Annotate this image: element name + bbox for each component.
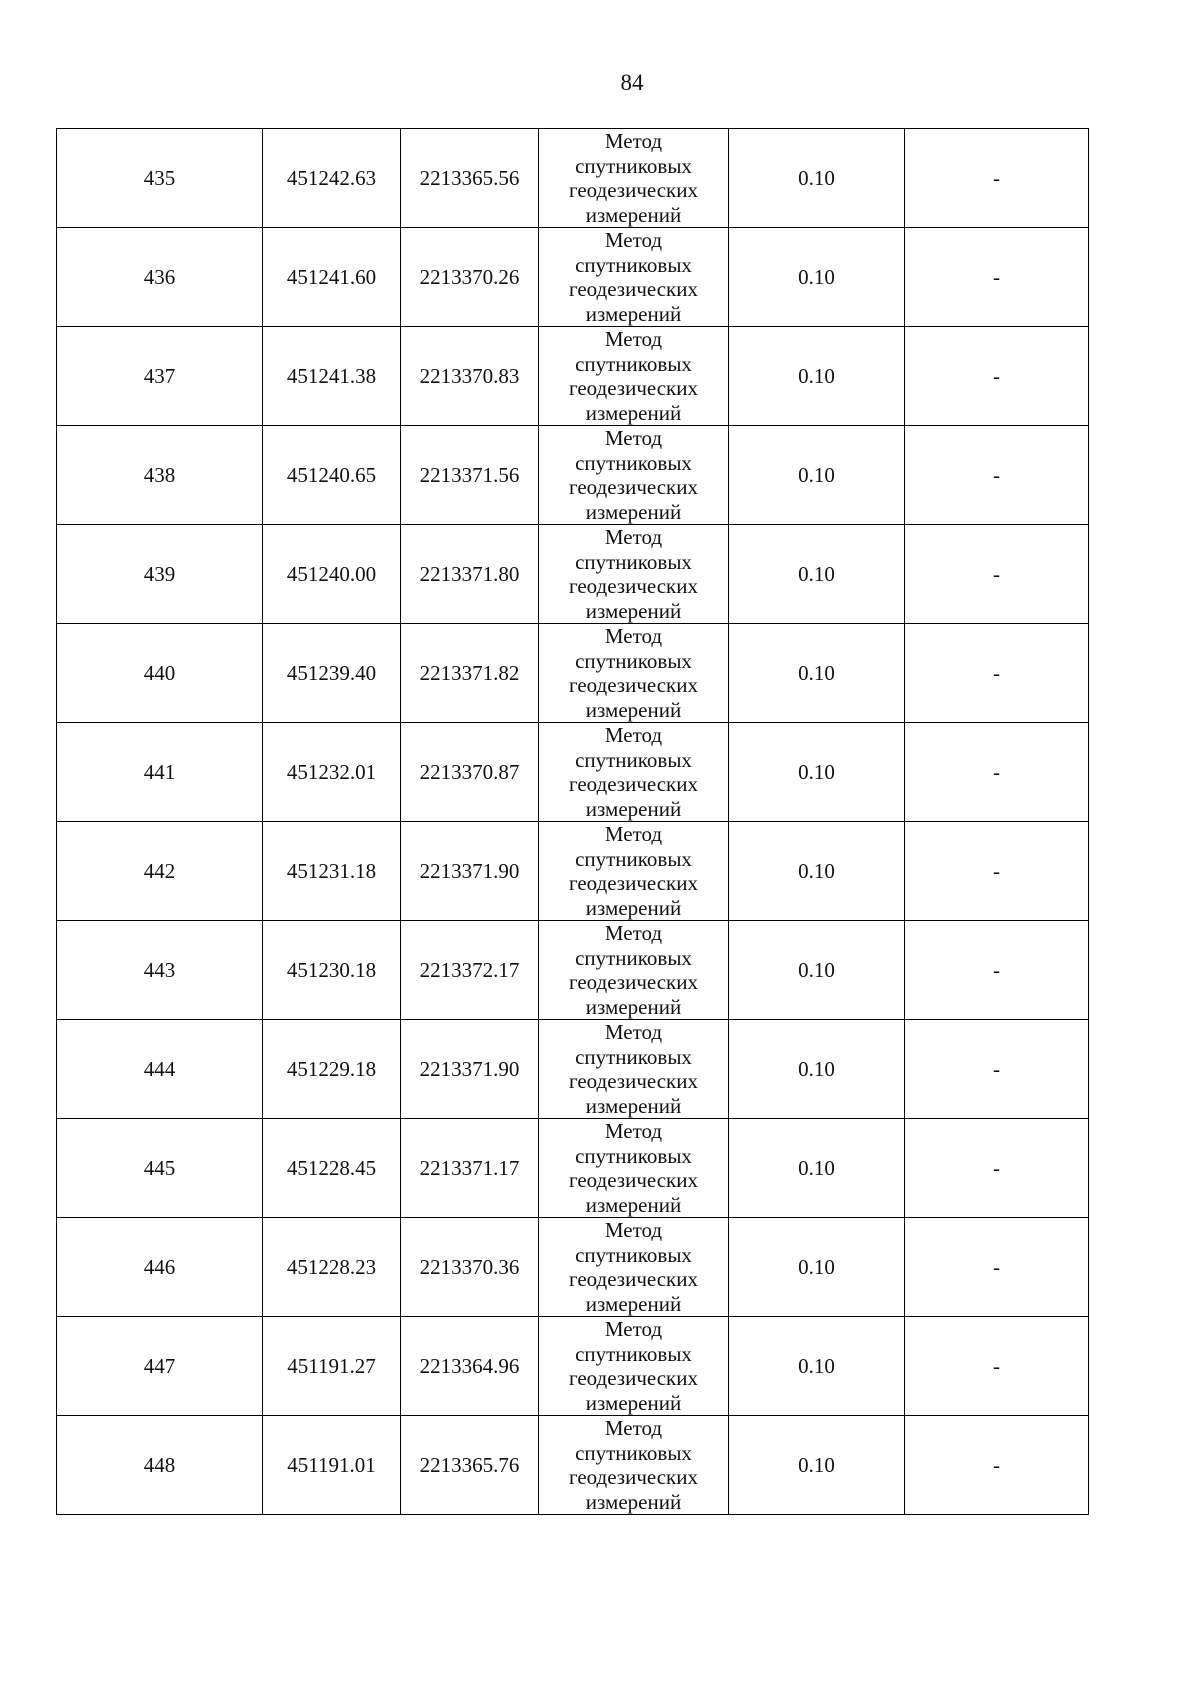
point-number-cell: 437 [57,327,263,426]
method-text-line: спутниковых [575,846,692,871]
x-coordinate-cell: 451240.00 [263,525,401,624]
x-coordinate-cell: 451191.27 [263,1317,401,1416]
table-body [57,129,1089,1515]
x-coordinate-cell: 451240.65 [263,426,401,525]
method-cell [539,1119,729,1218]
y-coordinate-cell: 2213370.26 [401,228,539,327]
x-coordinate-cell: 451232.01 [263,723,401,822]
y-coordinate-cell: 2213365.56 [401,129,539,228]
accuracy-cell: 0.10 [729,723,905,822]
note-cell: - [905,1317,1089,1416]
point-number-cell: 438 [57,426,263,525]
note-cell: - [905,426,1089,525]
method-text-line: Метод [604,921,663,945]
method-text-line: Метод [604,1416,663,1440]
method-text-line: спутниковых [575,1242,692,1267]
point-number-cell: 448 [57,1416,263,1515]
method-text-line: измерений [585,796,682,821]
note-cell: - [905,1416,1089,1515]
method-cell [539,426,729,525]
y-coordinate-cell: 2213371.90 [401,1020,539,1119]
method-cell [539,228,729,327]
table-row [57,1119,1089,1218]
note-cell: - [905,525,1089,624]
method-text-line: спутниковых [575,945,692,970]
method-cell [539,1317,729,1416]
note-cell: - [905,1218,1089,1317]
method-text-line: измерений [585,1489,682,1514]
accuracy-cell: 0.10 [729,1119,905,1218]
method-cell [539,822,729,921]
table-row [57,129,1089,228]
point-number-cell: 435 [57,129,263,228]
point-number-cell: 439 [57,525,263,624]
x-coordinate-cell: 451231.18 [263,822,401,921]
method-text-line: геодезических [568,475,698,499]
method-text-line: Метод [604,1119,663,1143]
note-cell: - [905,1020,1089,1119]
point-number-cell: 436 [57,228,263,327]
method-cell [539,129,729,228]
table-row [57,228,1089,327]
note-cell: - [905,822,1089,921]
table-row [57,921,1089,1020]
method-text-line: Метод [604,525,663,549]
method-cell [539,1416,729,1515]
note-cell: - [905,228,1089,327]
point-number-cell: 444 [57,1020,263,1119]
method-text-line: геодезических [568,673,698,697]
y-coordinate-cell: 2213364.96 [401,1317,539,1416]
x-coordinate-cell: 451241.60 [263,228,401,327]
method-cell [539,1218,729,1317]
point-number-cell: 443 [57,921,263,1020]
table-row [57,1317,1089,1416]
method-text-line: Метод [604,624,663,648]
method-text-line: измерений [585,895,682,920]
accuracy-cell: 0.10 [729,327,905,426]
y-coordinate-cell: 2213371.90 [401,822,539,921]
method-text-line: измерений [585,1093,682,1118]
y-coordinate-cell: 2213365.76 [401,1416,539,1515]
method-text-line: спутниковых [575,1440,692,1465]
y-coordinate-cell: 2213370.83 [401,327,539,426]
accuracy-cell: 0.10 [729,1416,905,1515]
method-text-line: спутниковых [575,1044,692,1069]
y-coordinate-cell: 2213371.80 [401,525,539,624]
y-coordinate-cell: 2213370.36 [401,1218,539,1317]
method-text-line: Метод [604,822,663,846]
method-cell [539,723,729,822]
method-text-line: спутниковых [575,549,692,574]
method-text-line: Метод [604,723,663,747]
table-row [57,1218,1089,1317]
method-text-line: геодезических [568,1069,698,1093]
x-coordinate-cell: 451229.18 [263,1020,401,1119]
method-text-line: спутниковых [575,252,692,277]
accuracy-cell: 0.10 [729,426,905,525]
accuracy-cell: 0.10 [729,1218,905,1317]
method-text-line: Метод [604,1020,663,1044]
table-row [57,426,1089,525]
method-text-line: Метод [604,327,663,351]
y-coordinate-cell: 2213371.56 [401,426,539,525]
x-coordinate-cell: 451230.18 [263,921,401,1020]
method-text-line: геодезических [568,1168,698,1192]
method-text-line: измерений [585,202,682,227]
method-text-line: геодезических [568,277,698,301]
method-text-line: спутниковых [575,648,692,673]
method-text-line: измерений [585,499,682,524]
note-cell: - [905,723,1089,822]
method-text-line: спутниковых [575,351,692,376]
method-cell [539,1020,729,1119]
coordinates-table [56,128,1089,1515]
accuracy-cell: 0.10 [729,1020,905,1119]
table-row [57,723,1089,822]
method-cell [539,624,729,723]
note-cell: - [905,1119,1089,1218]
method-text-line: спутниковых [575,1341,692,1366]
method-text-line: Метод [604,228,663,252]
table-row [57,624,1089,723]
method-text-line: спутниковых [575,450,692,475]
point-number-cell: 447 [57,1317,263,1416]
method-text-line: спутниковых [575,747,692,772]
y-coordinate-cell: 2213371.17 [401,1119,539,1218]
method-text-line: геодезических [568,178,698,202]
accuracy-cell: 0.10 [729,228,905,327]
note-cell: - [905,921,1089,1020]
point-number-cell: 441 [57,723,263,822]
table-row [57,327,1089,426]
method-text-line: измерений [585,1291,682,1316]
method-text-line: геодезических [568,1267,698,1291]
point-number-cell: 440 [57,624,263,723]
accuracy-cell: 0.10 [729,525,905,624]
method-text-line: измерений [585,994,682,1019]
point-number-cell: 446 [57,1218,263,1317]
method-text-line: Метод [604,426,663,450]
method-text-line: геодезических [568,871,698,895]
method-text-line: геодезических [568,376,698,400]
method-text-line: измерений [585,1192,682,1217]
method-cell [539,525,729,624]
method-cell [539,921,729,1020]
y-coordinate-cell: 2213370.87 [401,723,539,822]
method-text-line: Метод [604,1218,663,1242]
table-row [57,822,1089,921]
note-cell: - [905,624,1089,723]
method-text-line: измерений [585,301,682,326]
x-coordinate-cell: 451228.23 [263,1218,401,1317]
method-text-line: измерений [585,1390,682,1415]
accuracy-cell: 0.10 [729,624,905,723]
accuracy-cell: 0.10 [729,129,905,228]
table-row [57,525,1089,624]
y-coordinate-cell: 2213372.17 [401,921,539,1020]
method-text-line: измерений [585,697,682,722]
point-number-cell: 445 [57,1119,263,1218]
method-text-line: геодезических [568,574,698,598]
note-cell: - [905,327,1089,426]
x-coordinate-cell: 451242.63 [263,129,401,228]
method-text-line: геодезических [568,772,698,796]
table-row [57,1020,1089,1119]
method-text-line: геодезических [568,970,698,994]
method-text-line: Метод [604,129,663,153]
method-text-line: измерений [585,400,682,425]
method-text-line: спутниковых [575,1143,692,1168]
point-number-cell: 442 [57,822,263,921]
method-text-line: геодезических [568,1465,698,1489]
note-cell: - [905,129,1089,228]
method-text-line: геодезических [568,1366,698,1390]
table-row [57,1416,1089,1515]
method-cell [539,327,729,426]
x-coordinate-cell: 451241.38 [263,327,401,426]
accuracy-cell: 0.10 [729,822,905,921]
x-coordinate-cell: 451228.45 [263,1119,401,1218]
accuracy-cell: 0.10 [729,921,905,1020]
method-text-line: спутниковых [575,153,692,178]
accuracy-cell: 0.10 [729,1317,905,1416]
y-coordinate-cell: 2213371.82 [401,624,539,723]
page-number: 84 [620,70,644,95]
method-text-line: измерений [585,598,682,623]
method-text-line: Метод [604,1317,663,1341]
x-coordinate-cell: 451239.40 [263,624,401,723]
x-coordinate-cell: 451191.01 [263,1416,401,1515]
